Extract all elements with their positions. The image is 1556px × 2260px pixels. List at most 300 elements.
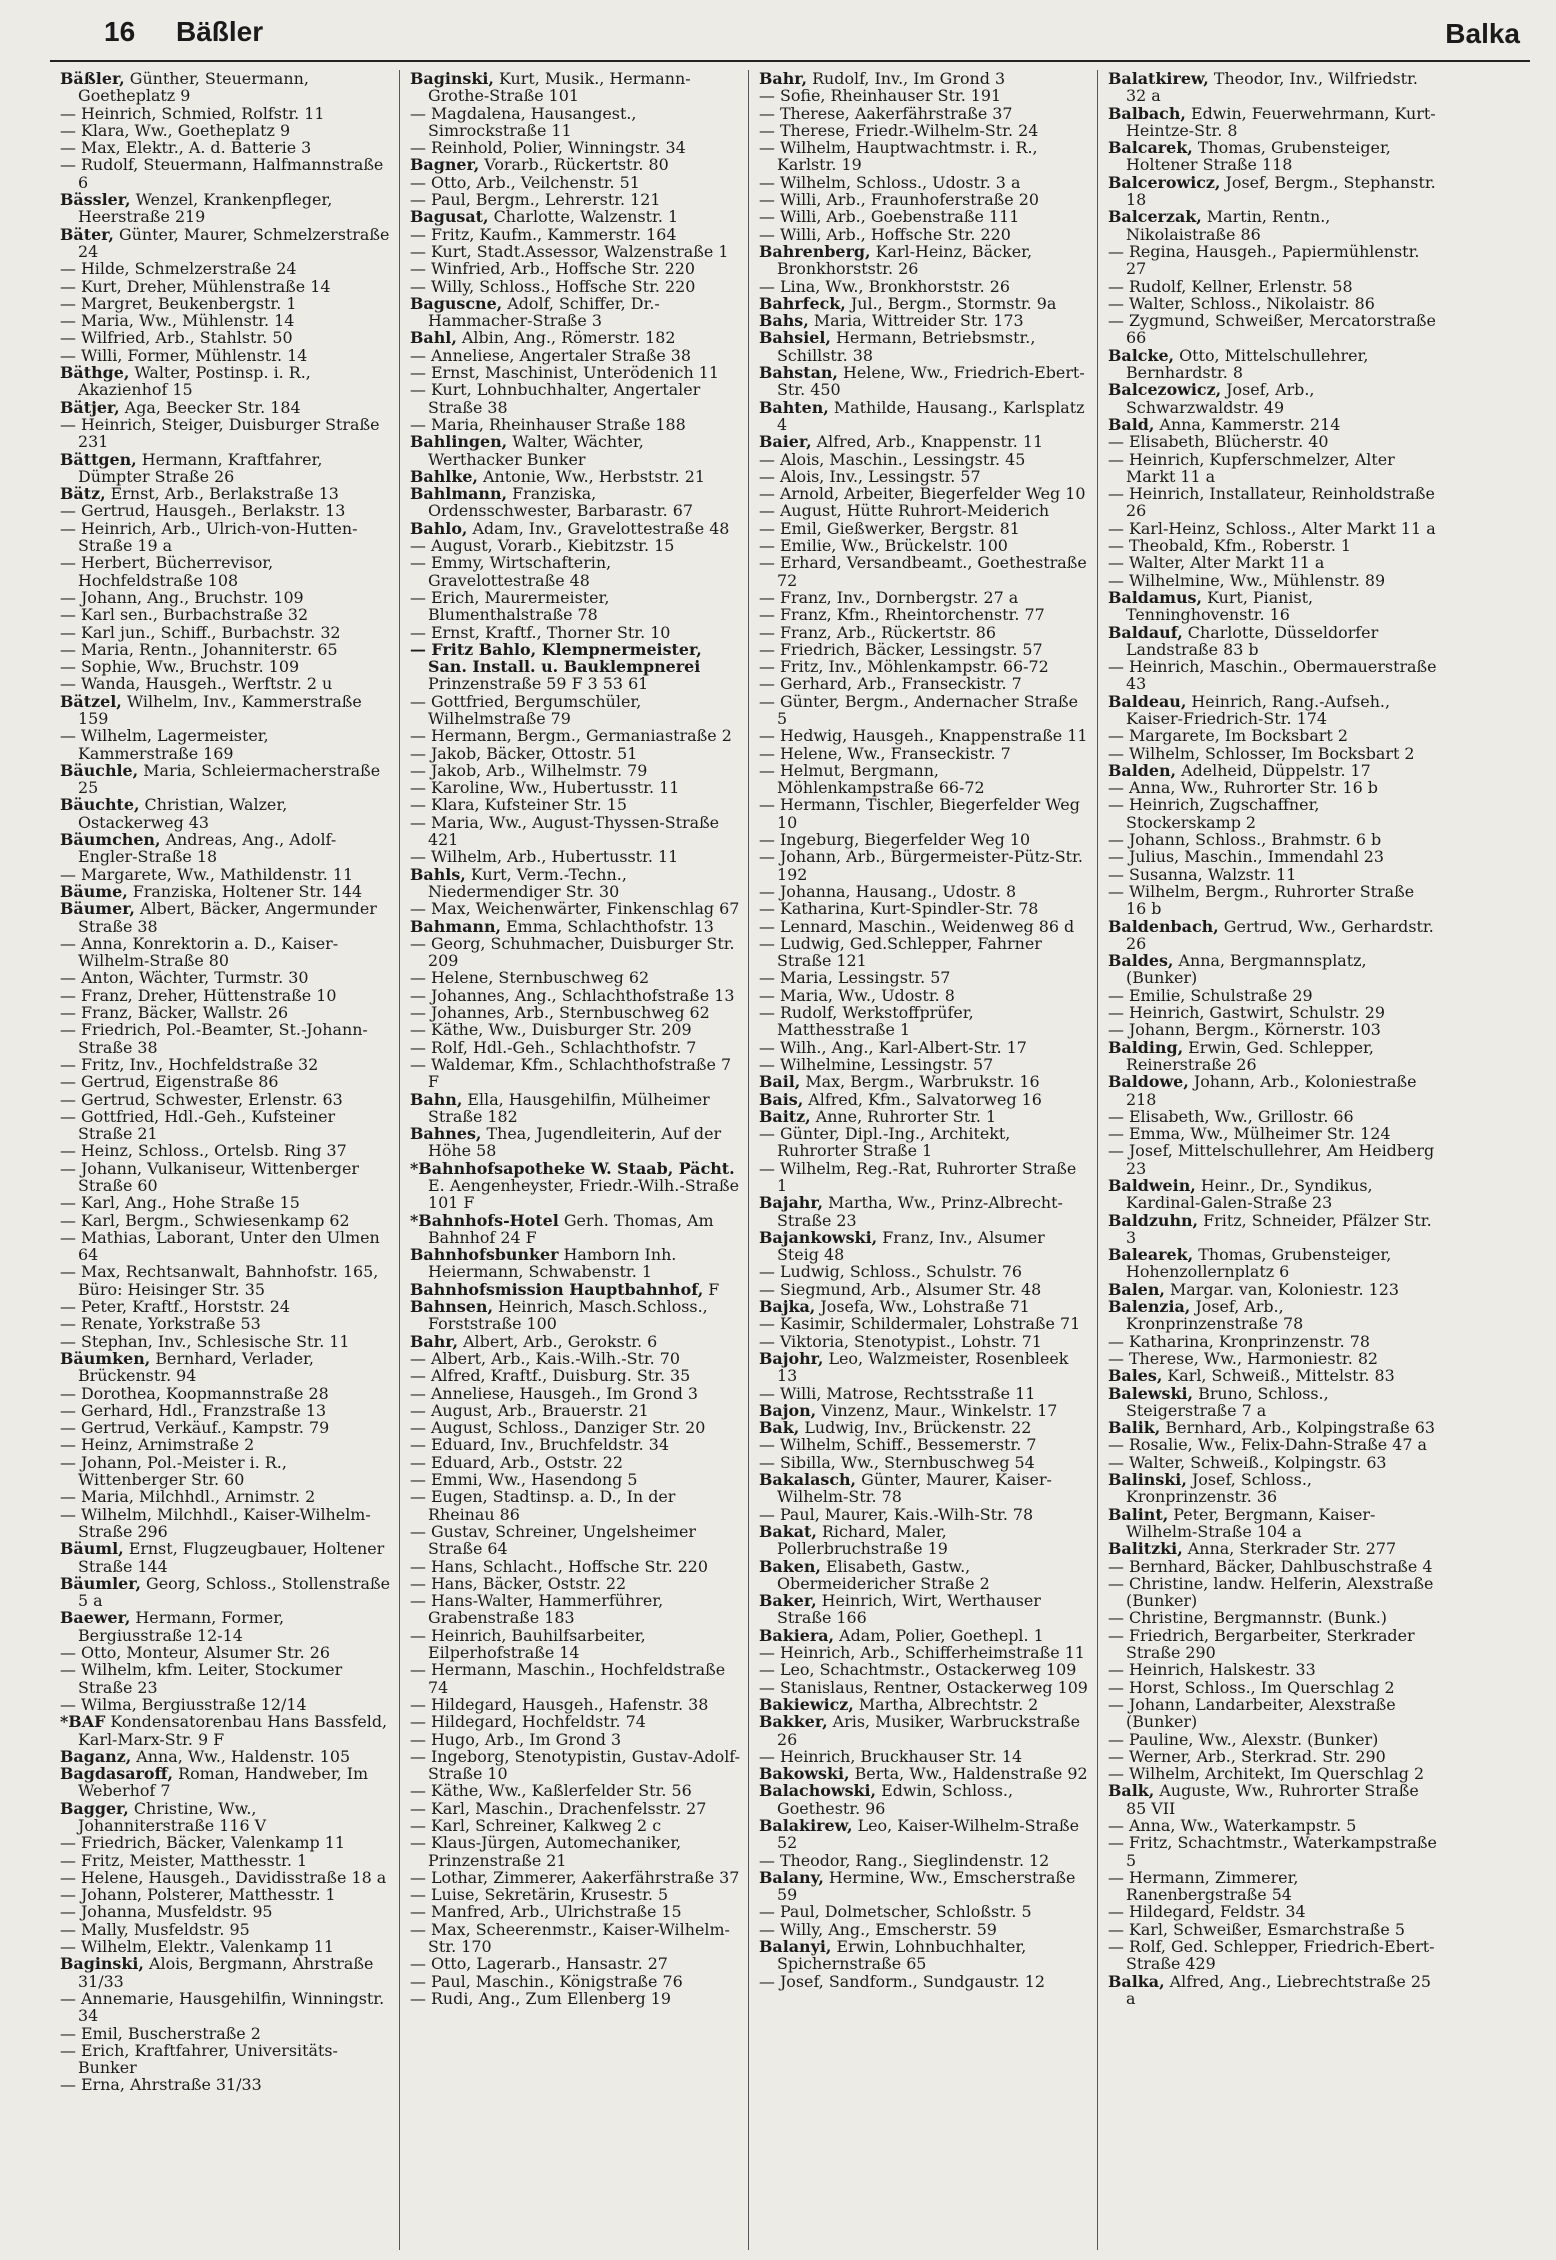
entry-details: — Elisabeth, Ww., Grillostr. 66 (1108, 1106, 1354, 1126)
directory-entry (410, 226, 740, 243)
directory-entry (60, 1419, 391, 1436)
directory-entry (60, 1142, 391, 1159)
entry-surname: *BAF (60, 1712, 106, 1732)
entry-details: Franziska, Holtener Str. 144 (127, 881, 363, 901)
directory-entry (410, 70, 740, 105)
entry-surname: Bäuchle, (60, 760, 139, 780)
entry-surname: Baitz, (759, 1106, 811, 1126)
directory-entry (60, 520, 391, 555)
directory-entry (759, 1973, 1089, 1990)
directory-entry (60, 1108, 391, 1143)
entry-details: — Rolf, Ged. Schlepper, Friedrich-Ebert-Straße 429 (1108, 1937, 1435, 1974)
entry-details: — Hildegard, Feldstr. 34 (1108, 1902, 1306, 1922)
directory-entry (759, 1073, 1089, 1090)
entry-details: Kondensatorenbau Hans Bassfeld, Karl-Marx-Str. 9 F (78, 1712, 388, 1749)
entry-details: — Wilhelm, Reg.-Rat, Ruhrorter Straße 1 (759, 1158, 1077, 1195)
entry-surname: Bahmann, (410, 916, 502, 936)
directory-entry (759, 693, 1089, 728)
entry-details: — Hans-Walter, Hammerführer, Grabenstraße 183 (410, 1591, 664, 1628)
entry-details: — Rudi, Ang., Zum Ellenberg 19 (410, 1988, 671, 2008)
entry-details: — Johann, Arb., Bürgermeister-Pütz-Str. 192 (759, 847, 1083, 884)
entry-details: — Emil, Gießwerker, Bergstr. 81 (759, 518, 1020, 538)
directory-entry (60, 554, 391, 589)
directory-entry (410, 174, 740, 191)
directory-entry (410, 537, 740, 554)
entry-details: — Heinrich, Zugschaffner, Stockerskamp 2 (1108, 795, 1320, 832)
entry-surname: Balcerowicz, (1108, 172, 1221, 192)
entry-details: — Wilhelmine, Lessingstr. 57 (759, 1054, 994, 1074)
entry-details: Bernhard, Verlader, Brückenstr. 94 (78, 1348, 314, 1386)
entry-details: — Josef, Mittelschullehrer, Am Heidberg 23 (1108, 1141, 1435, 1178)
directory-entry (410, 416, 740, 433)
directory-entry (410, 520, 740, 537)
directory-entry (60, 1212, 391, 1229)
directory-entry (60, 1886, 391, 1903)
directory-entry (60, 727, 391, 762)
directory-entry (759, 139, 1089, 174)
directory-entry (1108, 1471, 1438, 1506)
directory-entry (759, 1091, 1089, 1108)
entry-details: Karl-Heinz, Bäcker, Bronkhorststr. 26 (777, 241, 1033, 279)
directory-entry (759, 1765, 1089, 1782)
entry-details: — Fritz, Inv., Hochfeldstraße 32 (60, 1054, 319, 1074)
entry-details: — Karoline, Ww., Hubertusstr. 11 (410, 778, 680, 798)
directory-entry (410, 433, 740, 468)
directory-entry (1108, 866, 1438, 883)
entry-surname: Baker, (759, 1591, 817, 1611)
directory-entry (410, 624, 740, 641)
directory-entry (1108, 1506, 1438, 1541)
directory-entry (60, 1921, 391, 1938)
entry-details: — Gertrud, Schwester, Erlenstr. 63 (60, 1089, 343, 1109)
directory-entry (60, 105, 391, 122)
directory-entry (1108, 1004, 1438, 1021)
directory-entry (759, 727, 1089, 744)
directory-entry (410, 1471, 740, 1488)
entry-surname: Balcezowicz, (1108, 380, 1222, 400)
directory-entry (759, 174, 1089, 191)
directory-entry (759, 675, 1089, 692)
directory-entry (1108, 1661, 1438, 1678)
directory-entry (759, 243, 1089, 278)
directory-entry (759, 1903, 1089, 1920)
entry-details: — Max, Scheerenmstr., Kaiser-Wilhelm-Str. 170 (410, 1919, 730, 1957)
entry-details: — Wanda, Hausgeh., Werftstr. 2 u (60, 674, 333, 694)
directory-entry (1108, 105, 1438, 140)
directory-entry (1108, 987, 1438, 1004)
directory-entry (1108, 1108, 1438, 1125)
directory-entry (60, 1315, 391, 1332)
directory-entry (410, 139, 740, 156)
entry-details: — Maria, Rentn., Johanniterstr. 65 (60, 639, 338, 659)
directory-entry (410, 1367, 740, 1384)
directory-entry (759, 1713, 1089, 1748)
directory-entry (759, 1004, 1089, 1039)
entry-details: — Gertrud, Eigenstraße 86 (60, 1072, 279, 1092)
entry-surname: Bail, (759, 1072, 801, 1092)
entry-surname: Balka, (1108, 1971, 1165, 1991)
directory-entry (60, 329, 391, 346)
entry-details: — Ingeburg, Biegerfelder Weg 10 (759, 830, 1031, 850)
entry-details: — Sibilla, Ww., Sternbuschweg 54 (759, 1452, 1035, 1472)
column-1 (50, 70, 399, 2250)
entry-details: — Pauline, Ww., Alexstr. (Bunker) (1108, 1729, 1379, 1749)
directory-entry (1108, 295, 1438, 312)
entry-details: — Kurt, Lohnbuchhalter, Angertaler Straße 38 (410, 380, 701, 417)
directory-entry (1108, 243, 1438, 278)
entry-details: — Rudolf, Werkstoffprüfer, Matthesstraße 1 (759, 1003, 974, 1040)
entry-details: — Heinrich, Steiger, Duisburger Straße 231 (60, 414, 380, 452)
entry-details: — Viktoria, Stenotypist., Lohstr. 71 (759, 1331, 1042, 1351)
entry-details: Adolf, Schiffer, Dr.-Hammacher-Straße 3 (428, 293, 660, 331)
entry-details: Aga, Beecker Str. 184 (119, 397, 301, 417)
entry-details: — Günter, Bergm., Andernacher Straße 5 (759, 691, 1079, 728)
entry-details: — Gustav, Schreiner, Ungelsheimer Straße 64 (410, 1521, 696, 1559)
entry-details: — Jakob, Arb., Wilhelmstr. 79 (410, 760, 648, 780)
entry-details: Christine, Ww., Johanniterstraße 116 V (78, 1798, 267, 1835)
directory-entry (410, 1298, 740, 1333)
directory-entry (60, 502, 391, 519)
entry-details: Ernst, Flugzeugbauer, Holtener Straße 144 (78, 1539, 385, 1576)
entry-surname: Baginski, (60, 1954, 144, 1974)
directory-entry (410, 485, 740, 520)
directory-entry (410, 1955, 740, 1972)
directory-entry (759, 537, 1089, 554)
entry-details: — Erhard, Versandbeamt., Goethestraße 72 (759, 553, 1087, 590)
directory-entry (759, 122, 1089, 139)
directory-entry (410, 1125, 740, 1160)
entry-details: — Hans, Bäcker, Oststr. 22 (410, 1573, 627, 1593)
entry-details: Vorarb., Rückertstr. 80 (479, 155, 669, 175)
directory-entry (60, 606, 391, 623)
entry-surname: Bagger, (60, 1798, 129, 1818)
directory-entry (759, 987, 1089, 1004)
entry-surname: Bahstan, (759, 363, 838, 383)
entry-details: — August, Vorarb., Kiebitzstr. 15 (410, 536, 675, 556)
directory-entry (759, 1333, 1089, 1350)
directory-entry (1108, 1834, 1438, 1869)
entry-surname: Bäuchte, (60, 795, 140, 815)
entry-details: Erwin, Ged. Schlepper, Reinerstraße 26 (1126, 1037, 1374, 1074)
entry-surname: Balcke, (1108, 345, 1175, 365)
entry-details: — Friedrich, Bergarbeiter, Sterkrader Straße 290 (1108, 1625, 1415, 1663)
entry-surname: Bahr, (759, 70, 808, 88)
entry-details: Josefa, Ww., Lohstraße 71 (815, 1297, 1030, 1317)
entry-surname: Bais, (759, 1089, 804, 1109)
entry-details: — Gertrud, Hausgeh., Berlakstr. 13 (60, 501, 346, 521)
directory-entry (60, 1160, 391, 1195)
directory-entry (759, 1108, 1089, 1125)
entry-surname: Bakiewicz, (759, 1694, 854, 1714)
directory-entry (1108, 537, 1438, 554)
entry-details: — Wilma, Bergiusstraße 12/14 (60, 1694, 307, 1714)
entry-details: Thea, Jugendleiterin, Auf der Höhe 58 (428, 1124, 722, 1161)
entry-details: — Stanislaus, Rentner, Ostackerweg 109 (759, 1677, 1088, 1697)
entry-details: Bruno, Schloss., Steigerstraße 7 a (1126, 1383, 1329, 1420)
entry-details: — Heinrich, Gastwirt, Schulstr. 29 (1108, 1003, 1385, 1023)
entry-surname: Bajahr, (759, 1193, 824, 1213)
entry-surname: Balding, (1108, 1037, 1184, 1057)
directory-entry (410, 364, 740, 381)
entry-details: Kurt, Pianist, Tenninghovenstr. 16 (1126, 587, 1314, 625)
entry-details: Adam, Inv., Gravelottestraße 48 (467, 518, 730, 538)
entry-details: Johann, Arb., Koloniestraße 218 (1126, 1072, 1417, 1109)
entry-details: Jul., Bergm., Stormstr. 9a (845, 293, 1057, 313)
entry-details: — Heinrich, Schmied, Rolfstr. 11 (60, 103, 325, 123)
entry-surname: Bäßler, (60, 70, 125, 88)
directory-entry (410, 1575, 740, 1592)
entry-details: — Anneliese, Hausgeh., Im Grond 3 (410, 1383, 699, 1403)
entry-details: — Herbert, Bücherrevisor, Hochfeldstraße 108 (60, 553, 274, 590)
directory-entry (759, 848, 1089, 883)
entry-details: — Heinrich, Kupferschmelzer, Alter Markt 11 a (1108, 449, 1395, 486)
entry-details: — Josef, Sandform., Sundgaustr. 12 (759, 1971, 1046, 1991)
directory-entry (410, 1973, 740, 1990)
directory-entry (410, 745, 740, 762)
entry-details: — Käthe, Ww., Duisburger Str. 209 (410, 1020, 692, 1040)
directory-entry (759, 399, 1089, 434)
entry-details: Franziska, Ordensschwester, Barbarastr. 67 (428, 484, 693, 521)
directory-entry (410, 554, 740, 589)
entry-details: Rudolf, Inv., Im Grond 3 (807, 70, 1006, 88)
directory-entry (1108, 1454, 1438, 1471)
entry-surname: Balanyi, (759, 1937, 832, 1957)
directory-entry (759, 1471, 1089, 1506)
directory-entry (759, 624, 1089, 641)
directory-entry (410, 1558, 740, 1575)
directory-entry (60, 1073, 391, 1090)
entry-details: — Otto, Monteur, Alsumer Str. 26 (60, 1643, 330, 1663)
directory-entry (1108, 1385, 1438, 1420)
entry-surname: Baldwein, (1108, 1176, 1196, 1195)
entry-details: — Elisabeth, Blücherstr. 40 (1108, 432, 1329, 452)
entry-details: — Helene, Sternbuschweg 62 (410, 968, 650, 988)
entry-details: — Friedrich, Bäcker, Valenkamp 11 (60, 1833, 345, 1853)
entry-details: Hermann, Betriebsmstr., Schillstr. 38 (777, 328, 1036, 365)
entry-details: — Heinrich, Bruckhauser Str. 14 (759, 1746, 1023, 1766)
directory-entry (1108, 745, 1438, 762)
entry-details: Anna, Sterkrader Str. 277 (1182, 1539, 1397, 1559)
directory-entry (410, 156, 740, 173)
entry-surname: Bakalasch, (759, 1470, 857, 1490)
entry-details: — Hermann, Zimmerer, Ranenbergstraße 54 (1108, 1867, 1299, 1905)
entry-surname: Bahrfeck, (759, 293, 846, 313)
directory-entry (759, 554, 1089, 589)
directory-entry (759, 1194, 1089, 1229)
entry-surname: Bald, (1108, 414, 1155, 434)
directory-entry (759, 1817, 1089, 1852)
entry-details: Prinzenstraße 59 F 3 53 61 (428, 674, 649, 694)
entry-details: — Paul, Maurer, Kais.-Wilh-Str. 78 (759, 1504, 1034, 1524)
directory-entry (759, 1627, 1089, 1644)
directory-entry (60, 969, 391, 986)
directory-entry (1108, 1679, 1438, 1696)
directory-entry (1108, 1212, 1438, 1247)
entry-details: — Therese, Ww., Harmoniestr. 82 (1108, 1348, 1379, 1368)
entry-surname: Bäumer, (60, 899, 135, 919)
entry-details: Berta, Ww., Haldenstraße 92 (849, 1764, 1088, 1784)
directory-entry (60, 1696, 391, 1713)
directory-entry (1108, 762, 1438, 779)
directory-entry (1108, 139, 1438, 174)
directory-entry (410, 1713, 740, 1730)
entry-surname: Bahnhofsbunker (410, 1245, 559, 1265)
entry-details: — Emmy, Wirtschafterin, Gravelottestraße 48 (410, 553, 612, 590)
entry-details: Hamborn Inh. Heiermann, Schwabenstr. 1 (428, 1245, 677, 1282)
entry-surname: Baldamus, (1108, 587, 1203, 607)
entry-details: — Fritz, Meister, Matthesstr. 1 (60, 1850, 308, 1870)
entry-details: — Georg, Schuhmacher, Duisburger Str. 209 (410, 933, 735, 971)
directory-entry (410, 1592, 740, 1627)
directory-entry (1108, 1021, 1438, 1038)
directory-entry (410, 191, 740, 208)
directory-entry (410, 1869, 740, 1886)
directory-entry (1108, 1558, 1438, 1575)
entry-details: Thomas, Grubensteiger, Holtener Straße 118 (1126, 138, 1391, 175)
left-guide-word: Bäßler (176, 16, 264, 47)
entry-details: — Rudolf, Kellner, Erlenstr. 58 (1108, 276, 1353, 296)
directory-entry (1108, 1782, 1438, 1817)
directory-entry (759, 1402, 1089, 1419)
entry-details: — Theobald, Kfm., Roberstr. 1 (1108, 536, 1352, 556)
directory-entry (1108, 1696, 1438, 1731)
entry-details: Adelheid, Düppelstr. 17 (1176, 760, 1371, 780)
directory-entry (759, 295, 1089, 312)
entry-details: — Maria, Lessingstr. 57 (759, 968, 951, 988)
entry-details: Albert, Bäcker, Angermunder Straße 38 (78, 899, 377, 936)
directory-entry (410, 1990, 740, 2007)
entry-details: — Heinrich, Installateur, Reinholdstraße 26 (1108, 484, 1435, 521)
directory-entry (410, 779, 740, 796)
directory-entry (410, 1696, 740, 1713)
directory-entry (1108, 1869, 1438, 1904)
directory-entry (759, 1436, 1089, 1453)
directory-entry (60, 1903, 391, 1920)
directory-entry (60, 866, 391, 883)
directory-entry (1108, 1333, 1438, 1350)
directory-entry (759, 433, 1089, 450)
directory-entry (410, 1333, 740, 1350)
directory-entry (60, 156, 391, 191)
entry-surname: Bagdasaroff, (60, 1764, 174, 1784)
directory-entry (410, 1748, 740, 1783)
entry-details: — Therese, Friedr.-Wilhelm-Str. 24 (759, 120, 1039, 140)
directory-entry (759, 278, 1089, 295)
directory-entry (60, 693, 391, 728)
entry-surname: Bahnes, (410, 1124, 482, 1144)
directory-entry (759, 1661, 1089, 1678)
directory-entry (1108, 1731, 1438, 1748)
entry-details: — Erna, Ahrstraße 31/33 (60, 2075, 262, 2095)
directory-entry (60, 831, 391, 866)
directory-entry (759, 1039, 1089, 1056)
directory-entry (60, 1575, 391, 1610)
entry-details: — Heinrich, Halskestr. 33 (1108, 1660, 1316, 1680)
entry-details: — Winfried, Arb., Hoffsche Str. 220 (410, 259, 695, 279)
entry-details: — Willi, Arb., Hoffsche Str. 220 (759, 224, 1011, 244)
column-4 (1097, 70, 1446, 2250)
directory-entry (410, 1903, 740, 1920)
entry-surname: Bakker, (759, 1712, 828, 1732)
directory-entry (410, 1350, 740, 1367)
entry-details: — Hans, Schlacht., Hoffsche Str. 220 (410, 1556, 709, 1576)
directory-entry (1108, 779, 1438, 796)
directory-entry (60, 347, 391, 364)
directory-entry (1108, 848, 1438, 865)
entry-surname: Bak, (759, 1418, 800, 1438)
entry-surname: Bahnsen, (410, 1297, 493, 1317)
directory-entry (410, 693, 740, 728)
entry-details: — Max, Elektr., A. d. Batterie 3 (60, 138, 312, 158)
directory-entry (60, 295, 391, 312)
directory-entry (410, 1834, 740, 1869)
directory-entry (759, 1350, 1089, 1385)
entry-details: — Heinz, Arnimstraße 2 (60, 1435, 255, 1455)
entry-details: — Johanna, Musfeldstr. 95 (60, 1902, 273, 1922)
directory-entry (1108, 589, 1438, 624)
directory-entry (410, 295, 740, 330)
directory-entry (1108, 1125, 1438, 1142)
entry-details: Adam, Polier, Goethepl. 1 (834, 1625, 1044, 1645)
entry-details: Alfred, Ang., Liebrechtstraße 25 a (1126, 1971, 1432, 2008)
entry-surname: Bäter, (60, 224, 114, 244)
entry-details: Anna, Ww., Haldenstr. 105 (131, 1746, 351, 1766)
directory-entry (410, 866, 740, 901)
directory-entry (759, 831, 1089, 848)
right-guide-word: Balka (1445, 18, 1520, 49)
entry-details: — Luise, Sekretärin, Krusestr. 5 (410, 1885, 669, 1905)
directory-entry (410, 918, 740, 935)
directory-entry (759, 918, 1089, 935)
entry-details: — Lennard, Maschin., Weidenweg 86 d (759, 916, 1075, 936)
entry-surname: Bätzel, (60, 691, 122, 711)
entry-details: Charlotte, Walzenstr. 1 (488, 207, 679, 227)
entry-details: — Sophie, Ww., Bruchstr. 109 (60, 657, 300, 677)
entry-surname: Bahlo, (410, 518, 468, 538)
entry-details: — Willi, Former, Mühlenstr. 14 (60, 345, 308, 365)
entry-details: — Wilhelm, Schiff., Bessemerstr. 7 (759, 1435, 1037, 1455)
entry-surname: Bajohr, (759, 1348, 824, 1368)
directory-entry (1108, 1540, 1438, 1557)
entry-details: — Maria, Ww., August-Thyssen-Straße 421 (410, 812, 720, 850)
entry-surname: Balinski, (1108, 1470, 1187, 1490)
directory-entry (1108, 381, 1438, 416)
directory-entry (60, 1869, 391, 1886)
directory-entry (60, 935, 391, 970)
directory-entry (60, 1609, 391, 1644)
entry-details: — Stephan, Inv., Schlesische Str. 11 (60, 1331, 350, 1351)
directory-entry (60, 1938, 391, 1955)
directory-entry (60, 1834, 391, 1851)
entry-details: — Anna, Ww., Waterkampstr. 5 (1108, 1815, 1357, 1835)
entry-details: — Karl-Heinz, Schloss., Alter Markt 11 a (1108, 518, 1436, 538)
entry-details: — Eduard, Arb., Oststr. 22 (410, 1452, 623, 1472)
entry-details: Max, Bergm., Warbrukstr. 16 (800, 1072, 1040, 1092)
entry-details: — Gottfried, Hdl.-Geh., Kufsteiner Straße 21 (60, 1106, 336, 1144)
directory-entry (60, 883, 391, 900)
entry-surname: Bagusat, (410, 207, 489, 227)
entry-surname: *Bahnhofs-Hotel (410, 1210, 559, 1230)
columns (50, 70, 1530, 2250)
directory-entry (1108, 174, 1438, 209)
directory-entry (410, 1627, 740, 1662)
directory-entry (410, 260, 740, 277)
entry-details: — Johann, Bergm., Körnerstr. 103 (1108, 1020, 1381, 1040)
entry-details: — Franz, Dreher, Hüttenstraße 10 (60, 985, 337, 1005)
directory-entry (410, 589, 740, 624)
directory-entry (410, 848, 740, 865)
entry-details: — Maria, Ww., Mühlenstr. 14 (60, 311, 295, 331)
